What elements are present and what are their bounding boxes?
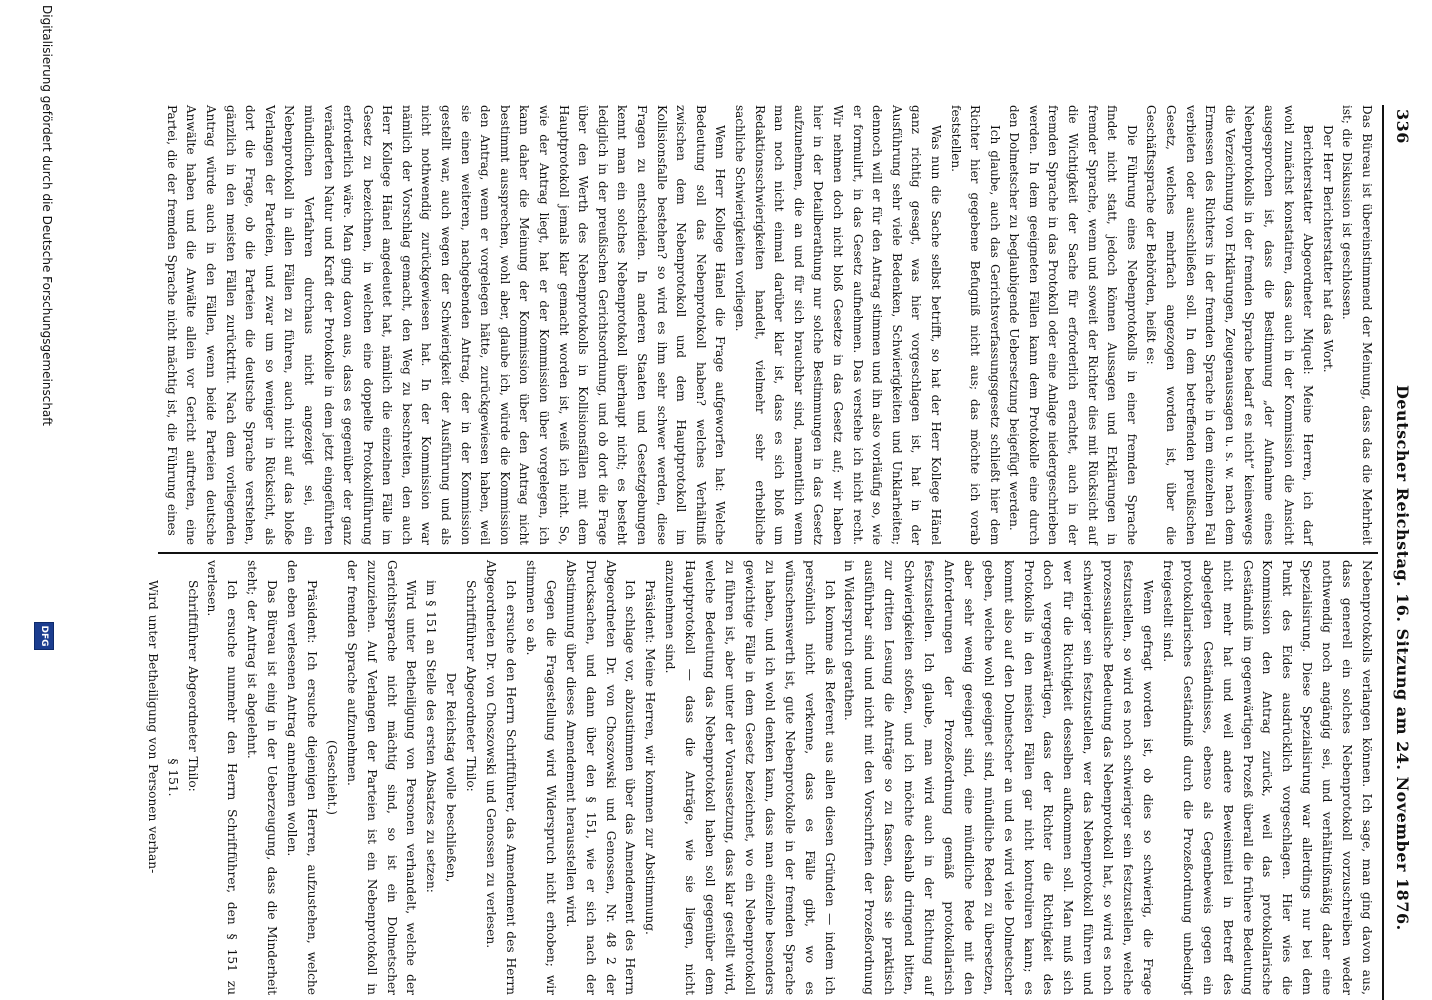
paragraph: Nebenprotokolls verlangen können. Ich sage, man ging davon aus, dass generell ein solches Nebenprotokoll vorzuschreiben weder nothwendig noch angängig sei, und verhältnißmäßig daher eine Spezialisirung. Diese Spezialisirung war allerdings nur bei dem Punkt des Eides ausdrücklich vorgeschlagen. Hier wies die Kommission den Antrag zurück, weil das protokollarische Geständniß im gegenwärtigen Prozeß überall die frühere Bedeutung nicht mehr hat und weil andere Beweismittel in Betreff des abgelegten Geständnisses, ebenso als Gegenbeweis gegen ein protokollarisches Geständniß durch die Prozeßordnung unbedingt freigestellt sind.: [1160, 560, 1374, 995]
page-header: [1384, 105, 1418, 1000]
paragraph: Wenn Herr Kollege Hänel die Frage aufgeworfen hat: Welche Bedeutung soll das Nebenprotokoll haben? welches Verhältniß zwischen dem Nebenprotokoll und dem Hauptprotokoll im Kollisionsfalle bestehen? so wird es ihm sehr schwer werden, diese Fragen zu entscheiden. In anderen Staaten und Gesetzgebungen kennt man ein solches Nebenprotokoll überhaupt nicht; es besteht lediglich in der preußischen Gerichtsordnung, und ob dort die Frage über den Werth des Nebenprotokolls in Kollisionsfällen mit dem Hauptprotokoll jemals klar gemacht worden ist, weiß ich nicht. So, wie der Antrag liegt, hat er der Kommission über vorgelegen, ich kann daher die Meinung der Kommission über den Antrag nicht bestimmt aussprechen, wohl aber, glaube ich, würde die Kommission den Antrag, wenn er vorgelegen hätte, zurückgewiesen haben, weil sie einen weiteren, nachgebenden Antrag, der in der Kommission gestellt war, auch wegen der Schwierigkeit der Ausführung und als nicht nothwendig zurückgewiesen hat. In der Kommission war nämlich der Vorschlag gemacht, den Weg zu beschreiten, den auch Herr Kollege Hänel angedeutet hat, nämlich die einzelnen Fälle im Gesetz zu bezeichnen, in welchen eine doppelte Protokollführung erforderlich wäre. Man ging davon aus, dass es gegenüber der ganz veränderten Natur und Kraft der Protokolle in dem jetzt eingeführten mündlichen Verfahren durchaus nicht angezeigt sei, ein Nebenprotokoll in allen Fällen zu führen, auch nicht auf das bloße Verlangen der Parteien, und zwar um so weniger in Rücksicht, als dort die Frage, ob die Parteien die deutsche Sprache verstehen, gänzlich in den meisten Fällen zurücktritt. Nach dem vorliegenden Antrag würde auch in den Fällen, wenn beide Parteien deutsche Anwälte haben und die Anwälte allein vor Gericht auftreten, eine Partei, die der fremden Sprache nicht mächtig ist, die Führung eines: [164, 105, 728, 545]
paragraph: Das Büreau ist einig in der Ueberzeugung, dass die Minderheit steht; der Antrag ist abgelehnt.: [245, 560, 280, 995]
column-divider: [158, 552, 1378, 554]
page-number: 336: [1393, 109, 1412, 144]
paragraph: Schriftführer Abgeordneter Thilo:: [185, 580, 200, 792]
paragraph: Die Führung eines Nebenprotokolls in einer fremden Sprache findet nicht statt, jedoch können Aussagen und Erklärungen in fremder Sprache, wenn und soweit der Richter dies mit Rücksicht auf die Wichtigkeit der Sache für erforderlich erachtet, auch in der fremden Sprache in das Protokoll oder eine Anlage niedergeschrieben werden. In dem geeigneten Fällen kann dem Protokolle eine durch den Dolmetscher zu beglaubigende Uebersetzung beigefügt werden.: [1007, 105, 1139, 545]
scanned-page: [112, 105, 1418, 1000]
paragraph: Ich ersuche nunmehr den Herrn Schriftführer, den § 151 zu verlesen.: [205, 560, 240, 995]
paragraph: Was nun die Sache selbst betrifft, so hat der Herr Kollege Hänel ganz richtig gesagt, was hier vorgeschlagen ist, hat in der Ausführung sehr viele Bedenken, Schwierigkeiten und Unklarheiten; dennoch will er für den Antrag stimmen und ihn also vorläufig so, wie er formulirt, in das Gesetz aufnehmen. Das verstehe ich nicht recht. Wir nehmen doch nicht bloß Gesetze in das Gesetz auf; wir haben hier in der Detailberathung nur solche Bestimmungen in das Gesetz aufzunehmen, die an und für sich brauchbar sind, namentlich wenn man noch nicht einmal darüber klar ist, dass es sich bloß um Redaktionsschwierigkeiten handelt, vielmehr sehr erhebliche sachliche Schwierigkeiten vorliegen.: [733, 105, 943, 545]
paragraph: Ich ersuche den Herrn Schriftführer, das Amendement des Herrn Abgeordneten Dr. von Choszowski und Genossen zu verlesen.: [484, 560, 519, 995]
running-title: Deutscher Reichstag. 16. Sitzung am 24. November 1876.: [1393, 385, 1412, 931]
paragraph: Berichterstatter Abgeordneter Miquel: Meine Herren, ich darf wohl zunächst konstatiren, dass auch in der Kommission die Ansicht ausgesprochen ist, dass die Bestimmung „der Aufnahme eines Nebenprotokolls in der fremden Sprache bedarf es nicht“ keineswegs die Verzeichnung von Erklärungen, Zeugenaussagen u. s. w. nach dem Ermessen des Richters in der fremden Sprache in dem einzelnen Fall verbieten oder ausschließen soll. In dem betreffenden preußischen Gesetz, welches mehrfach angezogen worden ist, über die Geschäftssprache der Behörden, heißt es:: [1144, 105, 1316, 545]
paragraph: Wird unter Betheiligung von Personen verhan-: [145, 580, 160, 874]
paragraph: Wird unter Betheiligung von Personen verhandelt, welche der Gerichtssprache nicht mächtig sind, so ist ein Dolmetscher zuzuziehen. Auf Verlangen der Parteien ist ein Nebenprotokoll in der fremden Sprache aufzunehmen.: [344, 560, 419, 995]
paragraph: § 151.: [165, 758, 180, 797]
paragraph: Wenn gefragt worden ist, ob dies so schwierig, die Frage festzustellen, so wird es noch schwieriger sein festzustellen, welche prozessualische Bedeutung das Nebenprotokoll hat, so wird es noch schwieriger sein festzustellen, wer das Nebenprotokoll führen und wer für die Richtigkeit desselben aufkommen soll. Man muß sich doch vergegenwärtigen, dass der Richter die Richtigkeit des Protokolls in den meisten Fällen gar nicht kontroliren kann; es kommt also auf den Dolmetscher an und es wird viele Dolmetscher geben, welche wohl geeignet sind, mündliche Reden zu übersetzen, aber sehr wenig geeignet sind, eine mündliche Rede mit den Anforderungen der Prozeßordnung gemäß protokollarisch festzustellen. Ich glaube, man wird auch in der Richtung auf Schwierigkeiten stoßen, und ich möchte deshalb dringend bitten, zur dritten Lesung die Anträge so zu fassen, dass sie praktisch ausführbar sind und nicht mit den Vorschriften der Prozeßordnung in Widerspruch gerathen.: [842, 560, 1156, 995]
paragraph: (Geschieht.): [324, 739, 339, 816]
paragraph: im § 151 an Stelle des ersten Absatzes zu setzen:: [424, 580, 439, 893]
text-column-left: [161, 105, 1376, 545]
paragraph: Das Büreau ist übereinstimmend der Meinung, dass das die Mehrheit ist; die Diskussion ist geschlossen.: [1340, 105, 1374, 545]
paragraph: Schriftführer Abgeordneter Thilo:: [464, 580, 479, 792]
paragraph: Ich schlage vor, abzustimmen über das Amendement des Herrn Abgeordneten Dr. von Choszowski und Genossen, Nr. 48 2 der Drucksachen, und dann über den § 151, wie er sich nach der Abstimmung über dieses Amendement herausstellen wird.: [563, 560, 638, 995]
digitization-credit: Digitalisierung gefördert durch die Deutsche Forschungsgemeinschaft: [40, 5, 54, 427]
paragraph: Gegen die Fragestellung wird Widerspruch nicht erhoben; wir stimmen so ab.: [523, 560, 558, 995]
paragraph: Ich glaube, auch das Gerichtsverfassungsgesetz schließt hier dem Richter hier gegebene Befugniß nicht aus; das möchte ich vorab feststellen.: [948, 105, 1002, 545]
paragraph: Der Herr Berichterstatter hat das Wort.: [1320, 125, 1335, 373]
paragraph: Präsident: Meine Herren, wir kommen zur Abstimmung.: [643, 580, 658, 935]
dfg-logo: DFG: [34, 622, 54, 650]
paragraph: Der Reichstag wolle beschließen,: [444, 672, 459, 883]
paragraph: Ich komme als Referent aus allen diesen Gründen — indem ich persönlich nicht verkenne, dass es Fälle gibt, wo es wünschenswerth ist, gute Nebenprotokolle in der fremden Sprache zu haben, und ich wohl denken kann, dass man einzelne besonders gewichtige Fälle in dem Gesetz bezeichnet, wo ein Nebenprotokoll zu führen ist, aber unter der Voraussetzung, dass klar gestellt wird, welche Bedeutung das Nebenprotokoll haben soll gegenüber dem Hauptprotokoll — dass die Anträge, wie sie liegen, nicht anzunehmen sind.: [663, 560, 837, 995]
paragraph: Präsident: Ich ersuche diejenigen Herren, aufzustehen, welche den eben verlesenen Antrag annehmen wollen.: [285, 560, 319, 995]
header-rule: [1382, 105, 1384, 1000]
text-column-right: [142, 560, 1376, 995]
